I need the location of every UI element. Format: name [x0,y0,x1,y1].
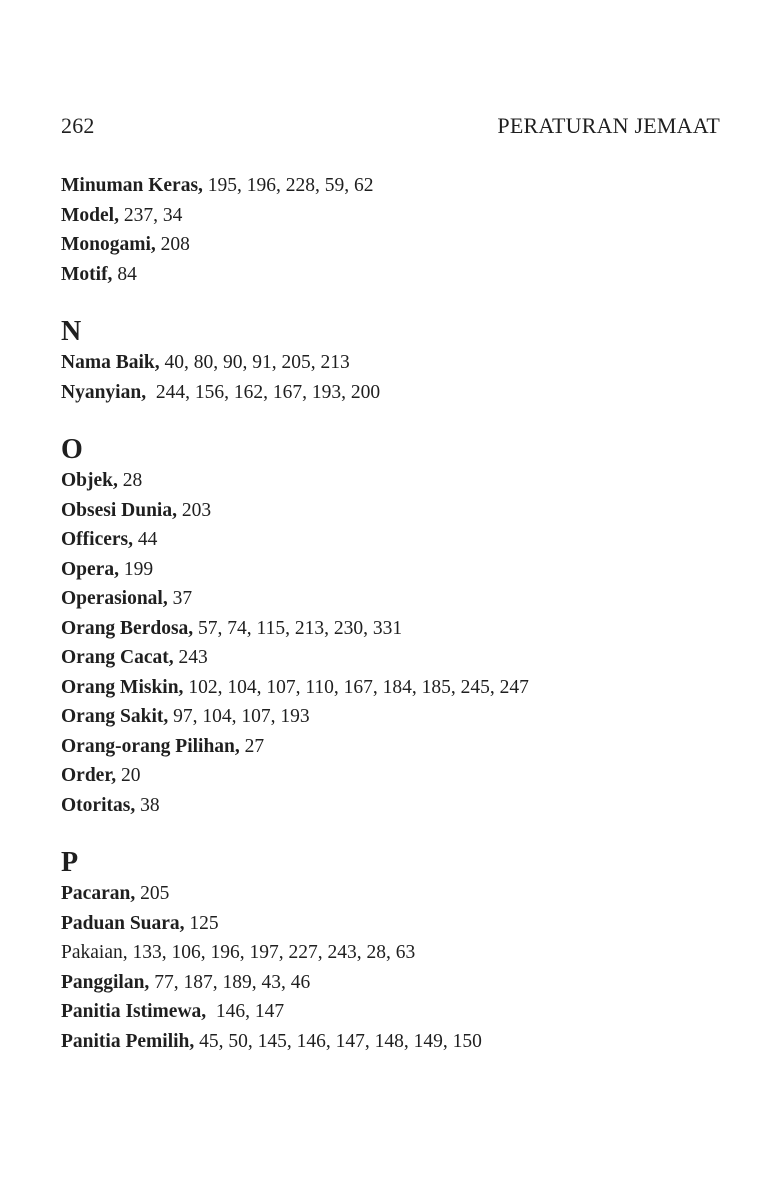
entry-term: Model, [61,204,119,226]
index-entry [61,555,741,585]
index-list [61,171,741,1056]
index-entry [61,260,741,290]
entry-pages: 57, 74, 115, 213, 230, 331 [193,617,403,639]
entry-pages: 84 [112,263,137,285]
entry-pages: 45, 50, 145, 146, 147, 148, 149, 150 [194,1030,482,1052]
entry-pages: 244, 156, 162, 167, 193, 200 [146,381,381,403]
entry-term: Obsesi Dunia, [61,499,177,521]
index-section [61,171,741,289]
page-header [61,113,720,139]
index-entry [61,968,741,998]
entry-pages: 77, 187, 189, 43, 46 [149,971,311,993]
index-entry [61,673,741,703]
entry-term: Pakaian, [61,942,128,963]
entry-term: Opera, [61,558,119,580]
entry-term: Motif, [61,263,113,285]
entry-term: Panitia Pemilih, [61,1030,195,1052]
index-entry [61,348,741,378]
index-section [61,316,741,407]
index-entry [61,702,741,732]
index-entry [61,466,741,496]
index-entry [61,997,741,1027]
entry-term: Otoritas, [61,794,136,816]
entry-pages: 133, 106, 196, 197, 227, 243, 28, 63 [127,942,416,963]
entry-pages: 28 [117,470,143,491]
entry-pages: 27 [239,735,265,757]
section-letter-heading: N [61,316,82,347]
entry-term: Panitia Istimewa, [61,1001,207,1022]
section-letter-heading: O [61,434,83,465]
entry-pages: 208 [155,234,190,255]
entry-term: Minuman Keras, [61,175,203,196]
entry-pages: 44 [133,529,158,550]
entry-term: Nama Baik, [61,352,160,373]
index-section [61,847,741,1056]
index-entry [61,614,741,644]
entry-term: Paduan Suara, [61,912,185,934]
entry-pages: 40, 80, 90, 91, 205, 213 [159,352,350,373]
entry-term: Operasional, [61,588,168,609]
index-section [61,434,741,820]
index-entry [61,909,741,939]
entry-pages: 237, 34 [118,204,183,226]
index-entry [61,732,741,762]
entry-pages: 20 [116,765,141,786]
entry-term: Orang Berdosa, [61,617,194,639]
entry-pages: 102, 104, 107, 110, 167, 184, 185, 245, 247 [183,676,529,698]
index-entry [61,171,741,201]
entry-pages: 146, 147 [206,1001,285,1022]
index-entry [61,230,741,260]
entry-pages: 125 [184,912,219,934]
entry-term: Nyanyian, [61,381,147,403]
entry-term: Order, [61,765,117,786]
running-title: PERATURAN JEMAAT [497,113,720,138]
entry-pages: 195, 196, 228, 59, 62 [202,175,374,196]
index-entry [61,938,741,968]
section-letter-heading: P [61,847,79,878]
index-entry [61,761,741,791]
index-entry [61,496,741,526]
index-entry [61,643,741,673]
entry-pages: 243 [173,647,208,668]
entry-pages: 203 [176,499,212,521]
entry-term: Orang Miskin, [61,676,184,698]
entry-pages: 205 [135,883,170,904]
entry-term: Panggilan, [61,971,150,993]
entry-term: Pacaran, [61,883,136,904]
entry-pages: 199 [118,558,154,580]
entry-term: Officers, [61,529,134,550]
entry-term: Objek, [61,470,118,491]
entry-pages: 38 [135,794,160,816]
entry-pages: 97, 104, 107, 193 [168,706,310,727]
index-entry [61,378,741,408]
entry-term: Orang Sakit, [61,706,169,727]
index-entry [61,1027,741,1057]
entry-term: Orang Cacat, [61,647,174,668]
entry-term: Orang-orang Pilihan, [61,735,240,757]
entry-pages: 37 [167,588,193,609]
index-entry [61,879,741,909]
entry-term: Monogami, [61,234,156,255]
index-entry [61,525,741,555]
index-entry [61,584,741,614]
page-number: 262 [61,113,95,138]
index-entry [61,201,741,231]
index-entry [61,791,741,821]
